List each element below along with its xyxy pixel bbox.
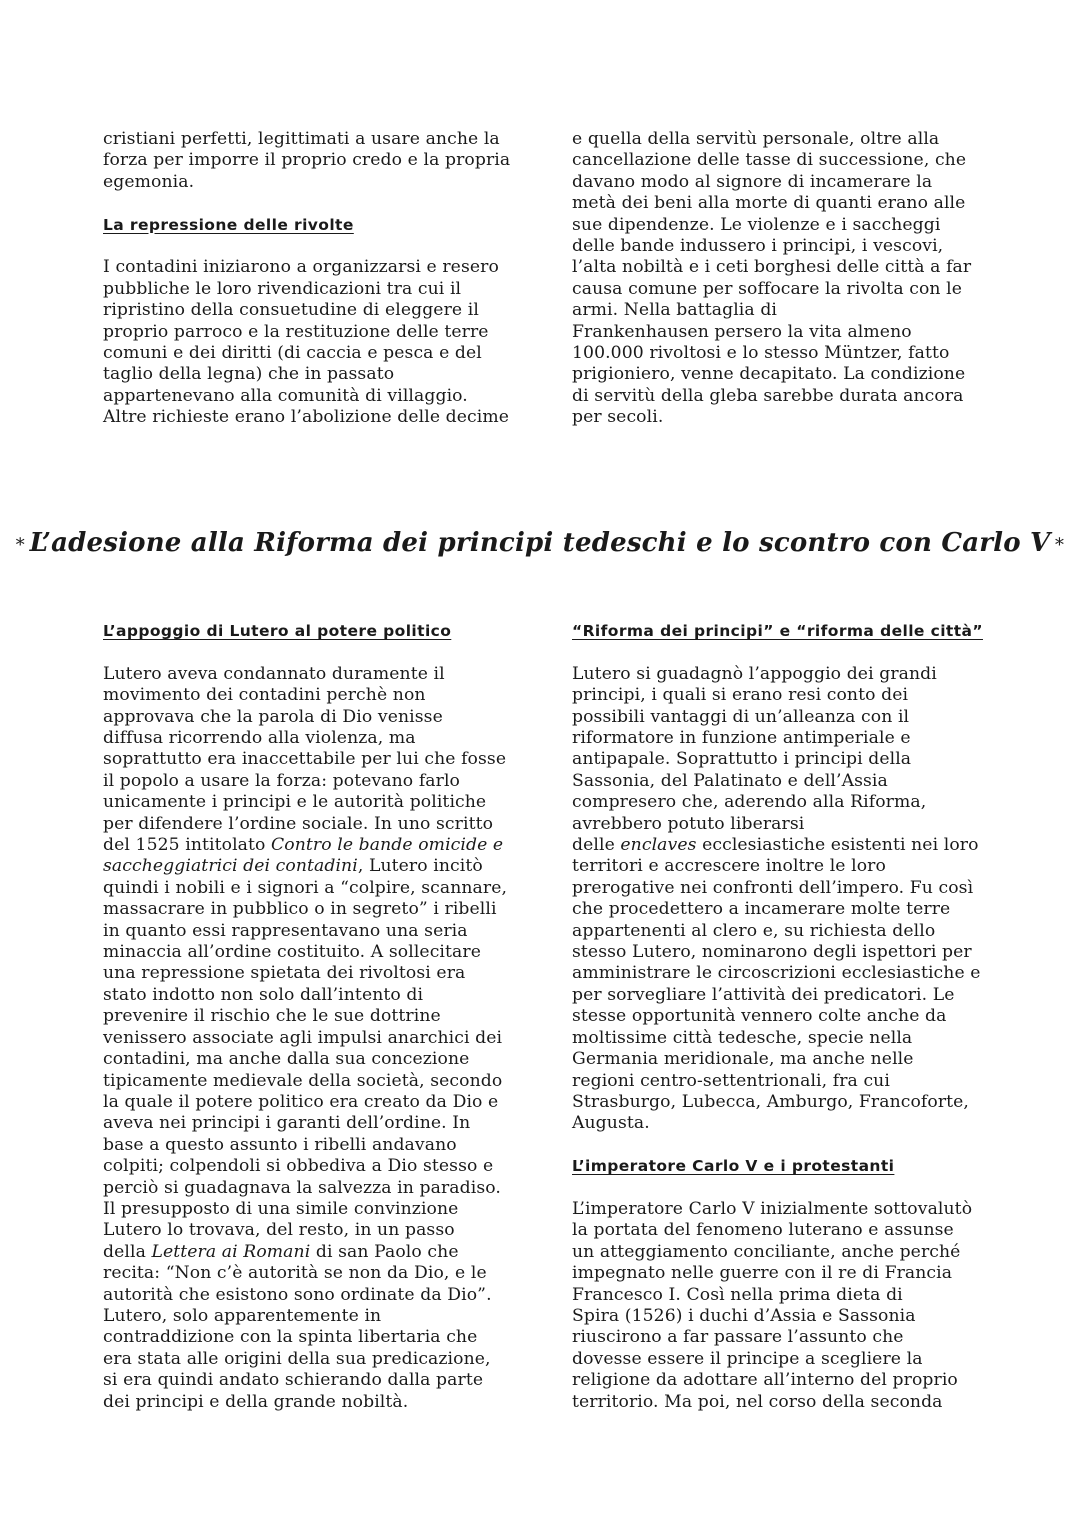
bottom-left-column [103, 621, 543, 1413]
heading-riforma-principi-citta: “Riforma dei principi” e “riforma delle città” [572, 622, 983, 640]
text-lutero-part3: di san Paolo che recita: “Non c’è autorità se non da Dio, e le autorità che esistono sono ordinate da Dio”. Lutero, solo apparentemente in contraddizione con la spinta libertaria che era stata alle origini della sua predicazione, si era quindi andato schierando dalla parte dei principi e della grande nobiltà. [103, 1241, 492, 1412]
sparkle-left-icon: ∗ [14, 531, 27, 552]
text-principi-part2: ecclesiastiche esistenti nei loro territori e accrescere inoltre le loro prerogative nei confronti dell’impero. Fu così che procedettero a incamerare molte terre appartenenti al clero e, su richiesta dello stesso Lutero, nominarono degli ispettori per amministrare le circoscrizioni ecclesiastiche e per sorvegliare l’attività dei predicatori. Le stesse opportunità vennero colte anche da moltissime città tedesche, specie nella Germania meridionale, ma anche nelle regioni centro-settentrionali, fra cui Strasburgo, Lubecca, Amburgo, Francoforte, Augusta. [572, 835, 981, 1134]
paragraph-carlo-v: L’imperatore Carlo V inizialmente sottovalutò la portata del fenomeno luterano e assunse un atteggiamento conciliante, anche perché impegnato nelle guerre con il re di Francia Francesco I. Così nella prima dieta di Spira (1526) i duchi d’Assia e Sassonia riuscirono a far passare l’assunto che dovesse essere il principe a scegliere la religione da adottare all’interno del proprio territorio. Ma poi, nel corso della seconda [572, 1198, 973, 1412]
title-contro-le-bande: Contro le bande omicide e saccheggiatrici dei contadini [103, 835, 504, 877]
top-right-column [572, 129, 992, 429]
section-title-text: L’adesione alla Riforma dei principi tedeschi e lo scontro con Carlo V [29, 528, 1051, 558]
sparkle-right-icon: ∗ [1053, 531, 1066, 552]
text-lutero-part1: Lutero aveva condannato duramente il movimento dei contadini perchè non approvava che la parola di Dio venisse diffusa ricorrendo alla violenza, ma soprattutto era inaccettabile per lui che fosse il popolo a usare la forza: potevano farlo unicamente i principi e le autorità politiche per difendere l’ordine sociale. In uno scritto del 1525 intitolato [103, 663, 507, 856]
heading-appoggio-lutero: L’appoggio di Lutero al potere politico [103, 622, 452, 640]
section-title [0, 528, 1080, 558]
paragraph-cristiani-perfetti: cristiani perfetti, legittimati a usare anche la forza per imporre il proprio credo e la propria egemonia. [103, 129, 511, 192]
title-lettera-ai-romani: Lettera ai Romani [151, 1241, 311, 1262]
paragraph-appoggio-principi [572, 664, 1012, 1135]
paragraph-contadini-rivendicazioni: I contadini iniziarono a organizzarsi e resero pubbliche le loro rivendicazioni tra cui il ripristino della consuetudine di eleggere il proprio parroco e la restituzione delle terre comuni e dei diritti (di caccia e pesca e del taglio della legna) che in passato appartenevano alla comunità di villaggio. Altre richieste erano l’abolizione delle decime [103, 257, 510, 428]
text-principi-part1: Lutero si guadagnò l’appoggio dei grandi principi, i quali si erano resi conto dei possibili vantaggi di un’alleanza con il riformatore in funzione antimperiale e antipapale. Soprattutto i principi della Sassonia, del Palatinato e dell’Assia compresero che, aderendo alla Riforma, avrebbero potuto liberarsi delle [572, 663, 937, 856]
text-lutero-part2: , Lutero incitò quindi i nobili e i signori a “colpire, scannare, massacrare in pubblico o in segreto” i ribelli in quanto essi rappresentavano una seria minaccia all’ordine costituito. A sollecitare una repressione spietata dei rivoltosi era stato indotto non solo dall’intento di prevenire il rischio che le sue dottrine venissero associate agli impulsi anarchici dei contadini, ma anche dalla sua concezione tipicamente medievale della società, secondo la quale il potere politico era creato da Dio e aveva nei principi i garanti dell’ordine. In base a questo assunto i ribelli andavano colpiti; colpendoli si obbediva a Dio stesso e perciò si guadagnava la salvezza in paradiso. Il presupposto di una simile convinzione Lutero lo trovava, del resto, in un passo della [103, 856, 508, 1262]
top-left-column [103, 129, 543, 429]
bottom-right-column [572, 621, 1012, 1413]
paragraph-lutero-condanna [103, 664, 543, 1413]
paragraph-servitu-personale: e quella della servitù personale, oltre alla cancellazione delle tasse di successione, che davano modo al signore di incamerare la metà dei beni alla morte di quanti erano alle sue dipendenze. Le violenze e i saccheggi delle bande indussero i principi, i vescovi, l’alta nobiltà e i ceti borghesi delle città a far causa comune per soffocare la rivolta con le armi. Nella battaglia di Frankenhausen persero la vita almeno 100.000 rivoltosi e lo stesso Müntzer, fatto prigioniero, venne decapitato. La condizione di servitù della gleba sarebbe durata ancora per secoli. [572, 129, 972, 428]
heading-repressione-rivolte: La repressione delle rivolte [103, 215, 354, 234]
term-enclaves: enclaves [620, 835, 697, 856]
heading-carlo-v-protestanti: L’imperatore Carlo V e i protestanti [572, 1157, 895, 1176]
